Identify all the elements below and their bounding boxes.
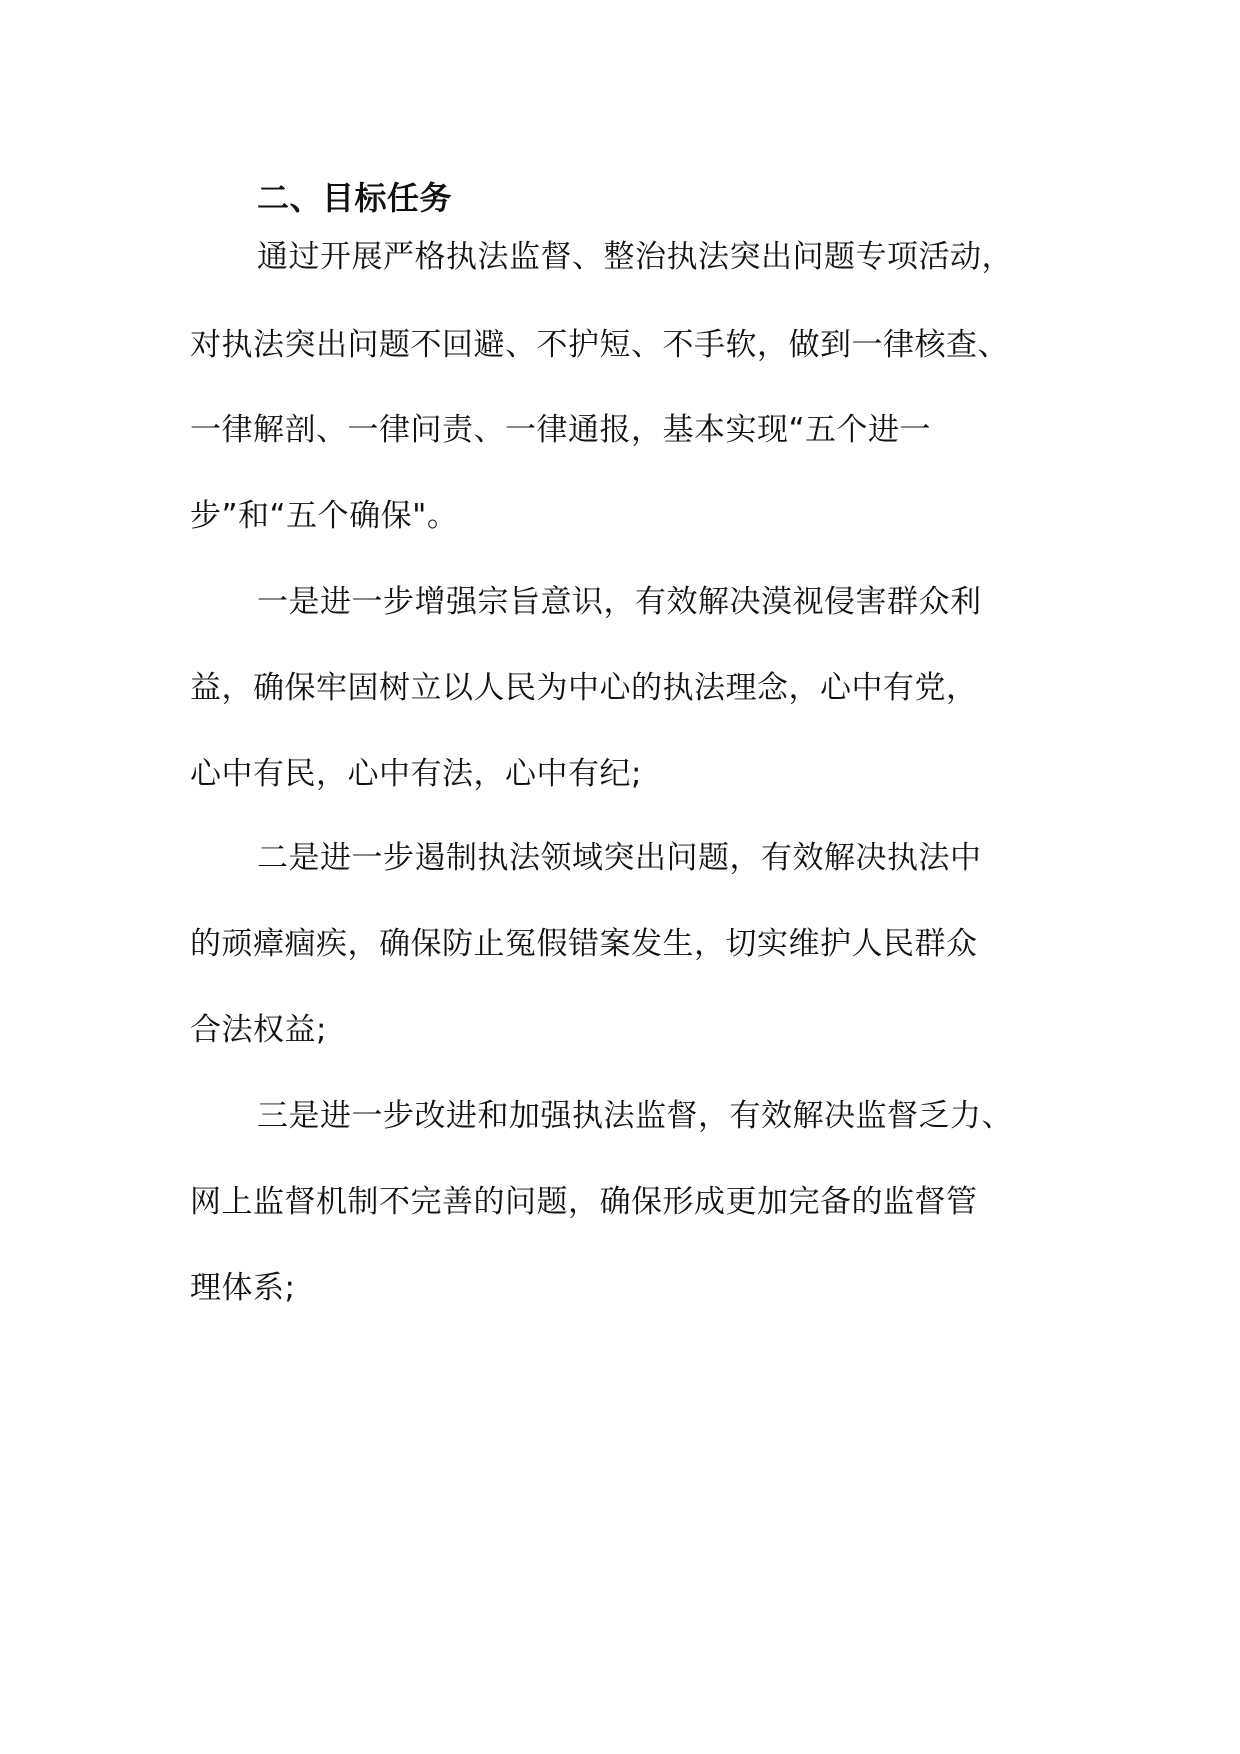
paragraph-line: 益，确保牢固树立以人民为中心的执法理念，心中有党， <box>190 670 978 706</box>
paragraph-line: 网上监督机制不完善的问题，确保形成更加完备的监督管 <box>190 1184 978 1220</box>
paragraph-line: 一律解剖、一律问责、一律通报，基本实现“五个进一 <box>190 412 932 448</box>
paragraph-line: 的顽瘴痼疾，确保防止冤假错案发生，切实维护人民群众 <box>190 926 978 962</box>
paragraph-line: 理体系; <box>190 1270 296 1306</box>
paragraph-line: 二是进一步遏制执法领域突出问题，有效解决执法中 <box>257 840 982 876</box>
paragraph-line: 三是进一步改进和加强执法监督，有效解决监督乏力、 <box>257 1098 1013 1134</box>
paragraph-line: 心中有民，心中有法，心中有纪; <box>190 756 642 792</box>
paragraph-line: 合法权益; <box>190 1012 327 1048</box>
paragraph-line: 步”和“五个确保"。 <box>190 498 459 534</box>
paragraph-line: 一是进一步增强宗旨意识，有效解决漠视侵害群众利 <box>257 584 982 620</box>
paragraph-line: 通过开展严格执法监督、整治执法突出问题专项活动， <box>257 239 1013 275</box>
section-heading: 二、目标任务 <box>257 179 453 217</box>
paragraph-line: 对执法突出问题不回避、不护短、不手软，做到一律核查、 <box>190 327 1009 363</box>
